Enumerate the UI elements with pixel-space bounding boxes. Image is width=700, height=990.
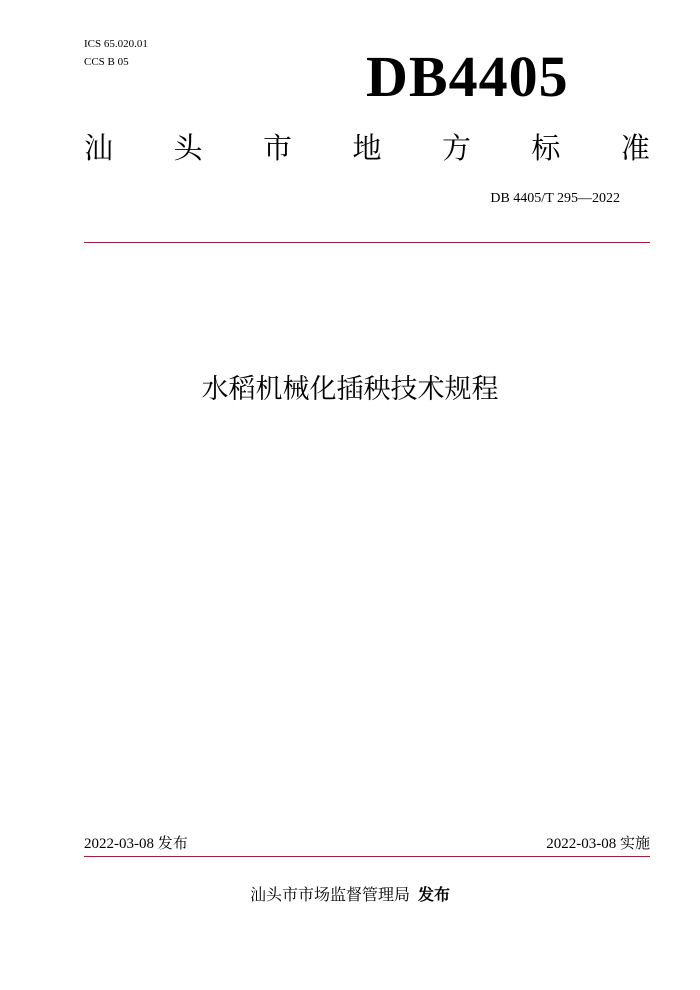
issuer-name: 汕头市市场监督管理局: [249, 885, 410, 904]
implementation-date: 2022-03-08 实施: [546, 836, 650, 852]
standard-type-char: 地: [352, 131, 382, 165]
issuer-line: [0, 884, 700, 906]
standard-number: DB 4405/T 295—2022: [490, 191, 620, 206]
top-divider: [84, 242, 650, 243]
db-code-logo: DB4405: [366, 44, 569, 109]
standard-type-heading: [84, 128, 650, 168]
issuer-action: 发布: [418, 885, 451, 904]
document-title: 水稻机械化插秧技术规程: [201, 374, 499, 405]
standard-type-char: 市: [262, 131, 292, 165]
standard-type-char: 头: [173, 131, 203, 165]
standard-type-char: 汕: [84, 131, 114, 165]
standard-type-char: 方: [441, 131, 471, 165]
ics-code: ICS 65.020.01: [84, 38, 148, 50]
release-date: 2022-03-08 发布: [84, 836, 188, 852]
ccs-code: CCS B 05: [84, 56, 129, 68]
bottom-divider: [84, 856, 650, 857]
standard-type-char: 准: [620, 131, 650, 165]
standard-type-char: 标: [531, 131, 561, 165]
